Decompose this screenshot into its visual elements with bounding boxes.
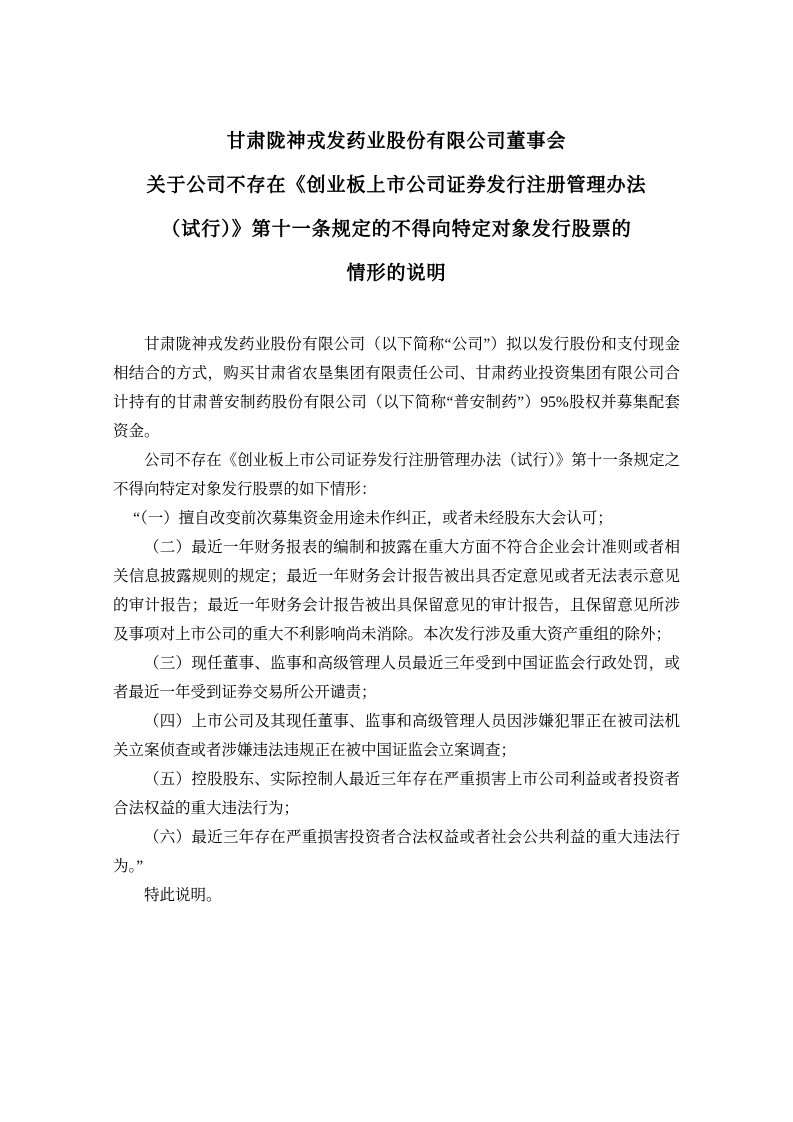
paragraph-intro: 甘肃陇神戎发药业股份有限公司（以下简称“公司”）拟以发行股份和支付现金相结合的方式，购买甘肃省农垦集团有限责任公司、甘肃药业投资集团有限公司合计持有的甘肃普安制药股份有限公司（以下简称“普安制药”）95%股权并募集配套资金。 — [113, 336, 680, 440]
paragraph-lead-in: 公司不存在《创业板上市公司证券发行注册管理办法（试行）》第十一条规定之不得向特定对象发行股票的如下情形： — [113, 452, 680, 498]
paragraph-item-6: （六）最近三年存在严重损害投资者合法权益或者社会公共利益的重大违法行为。” — [113, 829, 680, 875]
paragraph-item-2: （二）最近一年财务报表的编制和披露在重大方面不符合企业会计准则或者相关信息披露规则的规定；最近一年财务会计报告被出具否定意见或者无法表示意见的审计报告；最近一年财务会计报告被出具保留意见的审计报告，且保留意见所涉及事项对上市公司的重大不利影响尚未消除。本次发行涉及重大资产重组的除外； — [113, 539, 680, 643]
title-line-2: 关于公司不存在《创业板上市公司证券发行注册管理办法 — [146, 175, 647, 196]
document-body — [113, 330, 680, 910]
title-line-3: （试行）》第十一条规定的不得向特定对象发行股票的 — [161, 219, 632, 240]
paragraph-item-3: （三）现任董事、监事和高级管理人员最近三年受到中国证监会行政处罚，或者最近一年受到证券交易所公开谴责； — [113, 655, 680, 701]
document-title — [113, 120, 680, 296]
paragraph-closing: 特此说明。 — [144, 887, 222, 904]
paragraph-item-4: （四）上市公司及其现任董事、监事和高级管理人员因涉嫌犯罪正在被司法机关立案侦查或者涉嫌违法违规正在被中国证监会立案调查； — [113, 713, 680, 759]
title-line-1: 甘肃陇神戎发药业股份有限公司董事会 — [226, 131, 567, 152]
title-line-4: 情形的说明 — [346, 263, 447, 284]
paragraph-item-1: “（一）擅自改变前次募集资金用途未作纠正，或者未经股东大会认可； — [133, 510, 613, 527]
paragraph-item-5: （五）控股股东、实际控制人最近三年存在严重损害上市公司利益或者投资者合法权益的重大违法行为； — [113, 771, 680, 817]
